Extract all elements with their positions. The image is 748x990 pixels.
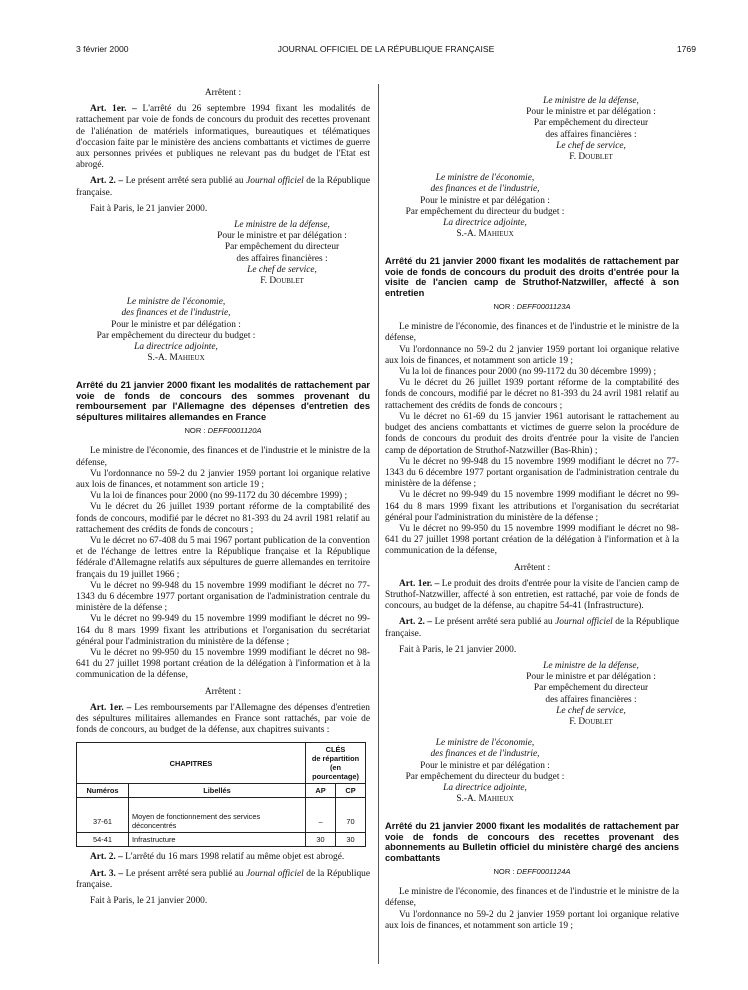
article-3: Art. 3. – Le présent arrêté sera publié au Journal officiel de la République française. [76, 868, 371, 890]
header-page-number: 1769 [676, 44, 696, 54]
visa: Vu la loi de finances pour 2000 (no 99-1172 du 30 décembre 1999) ; [399, 367, 657, 378]
decree-title: Arrêté du 21 janvier 2000 fixant les modalités de rattachement par voie de fonds de concours des recettes provenant des abonnements au Bulletin officiel du ministère chargé des anciens combattants [385, 821, 679, 863]
visa: Vu la loi de finances pour 2000 (no 99-1172 du 30 décembre 1999) ; [90, 491, 348, 502]
article-1: Art. 1er. – Le produit des droits d'entrée pour la visite de l'ancien camp de Struthof-Natzwiller, affecté à son entretien, est rattaché, par voie de fonds de concours, au budget de la défense, au chapitre 54-41 (Infrastructure). [385, 578, 680, 612]
signatory-name: F. Doublet [569, 152, 613, 163]
arretent-heading: Arrêtent : [513, 562, 551, 573]
nor-reference: NOR : DEFF0001123A [493, 302, 571, 312]
left-column [76, 88, 370, 907]
signature-defense: Le ministre de la défense, Pour le ministre et par délégation : Par empêchement du directeur des affaires financières : Le chef de service, F. Doublet [503, 96, 679, 163]
decree-title: Arrêté du 21 janvier 2000 fixant les modalités de rattachement par voie de fonds de concours des sommes provenant du remboursement par l'Allemagne des dépenses d'entretien des sépultures militaires allemandes en France [76, 380, 370, 422]
header-date: 3 février 2000 [76, 44, 129, 54]
signature-economie: Le ministre de l'économie, des finances et de l'industrie, Pour le ministre et par délégation : Par empêchement du directeur du budget : La directrice adjointe, S.-A. Mahieux [385, 173, 585, 240]
visa: Vu le décret no 99-949 du 15 novembre 1999 modifiant le décret no 99-164 du 8 mars 1999 fixant les attributions et l'organisation du secrétariat général pour l'administration du ministère de la défense ; [385, 490, 679, 523]
visa: Vu le décret no 61-69 du 15 janvier 1961 autorisant le rattachement au budget des anciens combattants et victimes de guerre selon la procédure de fonds de concours du produit des droits d'entrée pour la visite de l'ancien camp de déportation de Struthof-Natzwiller (Bas-Rhin) ; [385, 411, 679, 456]
nor-reference: NOR : DEFF0001120A [184, 426, 262, 436]
signatory-name: F. Doublet [569, 716, 613, 727]
signatory-name: S.-A. Mahieux [456, 229, 514, 240]
table-row: 37-61 Moyen de fonctionnement des services déconcentrés – 70 [77, 798, 366, 833]
col-ap: AP [306, 784, 336, 798]
nor-reference: NOR : DEFF0001124A [493, 867, 571, 877]
article-2: Art. 2. – Le présent arrêté sera publié au Journal officiel de la République française. [76, 176, 371, 198]
signature-economie: Le ministre de l'économie, des finances et de l'industrie, Pour le ministre et par délégation : Par empêchement du directeur du budget : La directrice adjointe, S.-A. Mahieux [385, 738, 585, 805]
visas-list [76, 446, 370, 681]
visa: Vu le décret no 99-948 du 15 novembre 1999 modifiant le décret no 77-1343 du 6 décembre 1977 portant organisation de l'administration centrale du ministère de la défense ; [76, 580, 370, 614]
visa: Vu le décret no 99-948 du 15 novembre 1999 modifiant le décret no 77-1343 du 6 décembre 1977 portant organisation de l'administration centrale du ministère de la défense ; [385, 456, 679, 490]
visas-list [385, 322, 679, 557]
chapters-table [76, 742, 366, 847]
visa: Vu le décret du 26 juillet 1939 portant réforme de la comptabilité des fonds de concours, modifié par le décret no 81-393 du 24 avril 1981 relatif au rattachement des crédits de fonds de concours ; [76, 502, 370, 535]
article-2: Art. 2. – L'arrêté du 16 mars 1998 relatif au même objet est abrogé. [90, 852, 345, 863]
signature-economie: Le ministre de l'économie, des finances et de l'industrie, Pour le ministre et par délégation : Par empêchement du directeur du budget : La directrice adjointe, S.-A. Mahieux [76, 297, 276, 364]
signatory-name: S.-A. Mahieux [456, 794, 514, 805]
arretent-heading: Arrêtent : [204, 88, 242, 98]
visa: Vu le décret no 67-408 du 5 mai 1967 portant publication de la convention et de l'échange de lettres entre la République française et la République fédérale d'Allemagne relatifs aux sépultures de guerre allemandes en territoire français du 19 juillet 1966 ; [76, 535, 370, 580]
visa: Vu l'ordonnance no 59-2 du 2 janvier 1959 portant loi organique relative aux lois de finances, et notamment son article 19 ; [385, 909, 679, 931]
article-2: Art. 2. – Le présent arrêté sera publié au Journal officiel de la République française. [385, 617, 680, 639]
fait-a-paris: Fait à Paris, le 21 janvier 2000. [399, 644, 517, 655]
signature-defense: Le ministre de la défense, Pour le ministre et par délégation : Par empêchement du directeur des affaires financières : Le chef de service, F. Doublet [503, 661, 679, 728]
signatory-name: S.-A. Mahieux [147, 353, 205, 364]
visas-list [385, 887, 679, 932]
article-1: Art. 1er. – L'arrêté du 26 septembre 1994 fixant les modalités de rattachement par voie de fonds de concours du produit des recettes provenant de l'aliénation de matériels informatiques, bureautiques et télématiques d'occasion faite par le ministère des anciens combattants et victimes de guerre aux personnes privées et publiques ne relevant pas du budget de l'Etat est abrogé. [76, 104, 371, 171]
header-journal: JOURNAL OFFICIEL DE LA RÉPUBLIQUE FRANÇAISE [277, 44, 495, 54]
table-row: 54-41 Infrastructure 30 30 [77, 833, 366, 847]
right-column [385, 96, 679, 932]
fait-a-paris: Fait à Paris, le 21 janvier 2000. [90, 203, 208, 214]
signature-defense: Le ministre de la défense, Pour le ministre et par délégation : Par empêchement du directeur des affaires financières : Le chef de service, F. Doublet [194, 220, 370, 287]
page-header [76, 44, 696, 56]
col-libelles: Libellés [129, 784, 306, 798]
visa: Le ministre de l'économie, des finances et de l'industrie et le ministre de la défense, [385, 887, 679, 909]
visa: Vu le décret no 99-950 du 15 novembre 1999 modifiant le décret no 98-641 du 27 juillet 1998 portant création de la délégation à l'information et à la communication de la défense, [76, 647, 370, 681]
visa: Vu le décret no 99-949 du 15 novembre 1999 modifiant le décret no 99-164 du 8 mars 1999 fixant les attributions et l'organisation du secrétariat général pour l'administration du ministère de la défense ; [76, 614, 370, 647]
article-label: Art. 1er. – [90, 104, 137, 115]
column-divider [378, 84, 379, 964]
col-numeros: Numéros [77, 784, 129, 798]
visa: Le ministre de l'économie, des finances et de l'industrie et le ministre de la défense, [76, 446, 370, 468]
decree-title: Arrêté du 21 janvier 2000 fixant les modalités de rattachement par voie de fonds de concours du produit des droits d'entrée pour la visite de l'ancien camp de Struthof-Natzwiller, affecté à son entretien [385, 256, 679, 298]
visa: Vu le décret du 26 juillet 1939 portant réforme de la comptabilité des fonds de concours, modifié par le décret no 81-393 du 24 avril 1981 relatif au rattachement des crédits de fonds de concours ; [385, 378, 679, 411]
article-1: Art. 1er. – Les remboursements par l'Allemagne des dépenses d'entretien des sépultures militaires allemandes en France sont rattachés, par voie de fonds de concours, au budget de la défense, aux chapitres suivants : [76, 702, 370, 736]
visa: Vu l'ordonnance no 59-2 du 2 janvier 1959 portant loi organique relative aux lois de finances, et notamment son article 19 ; [76, 468, 370, 490]
visa: Vu le décret no 99-950 du 15 novembre 1999 modifiant le décret no 98-641 du 27 juillet 1998 portant création de la délégation à l'information et à la communication de la défense, [385, 523, 679, 557]
visa: Le ministre de l'économie, des finances et de l'industrie et le ministre de la défense, [385, 322, 679, 344]
col-cp: CP [336, 784, 366, 798]
signatory-name: F. Doublet [260, 276, 304, 287]
fait-a-paris: Fait à Paris, le 21 janvier 2000. [90, 895, 208, 906]
header-chapitres: CHAPITRES [77, 743, 306, 784]
header-cles: CLÉS de répartition (en pourcentage) [306, 743, 366, 784]
arretent-heading: Arrêtent : [204, 686, 242, 697]
visa: Vu l'ordonnance no 59-2 du 2 janvier 1959 portant loi organique relative aux lois de finances, et notamment son article 19 ; [385, 344, 679, 366]
